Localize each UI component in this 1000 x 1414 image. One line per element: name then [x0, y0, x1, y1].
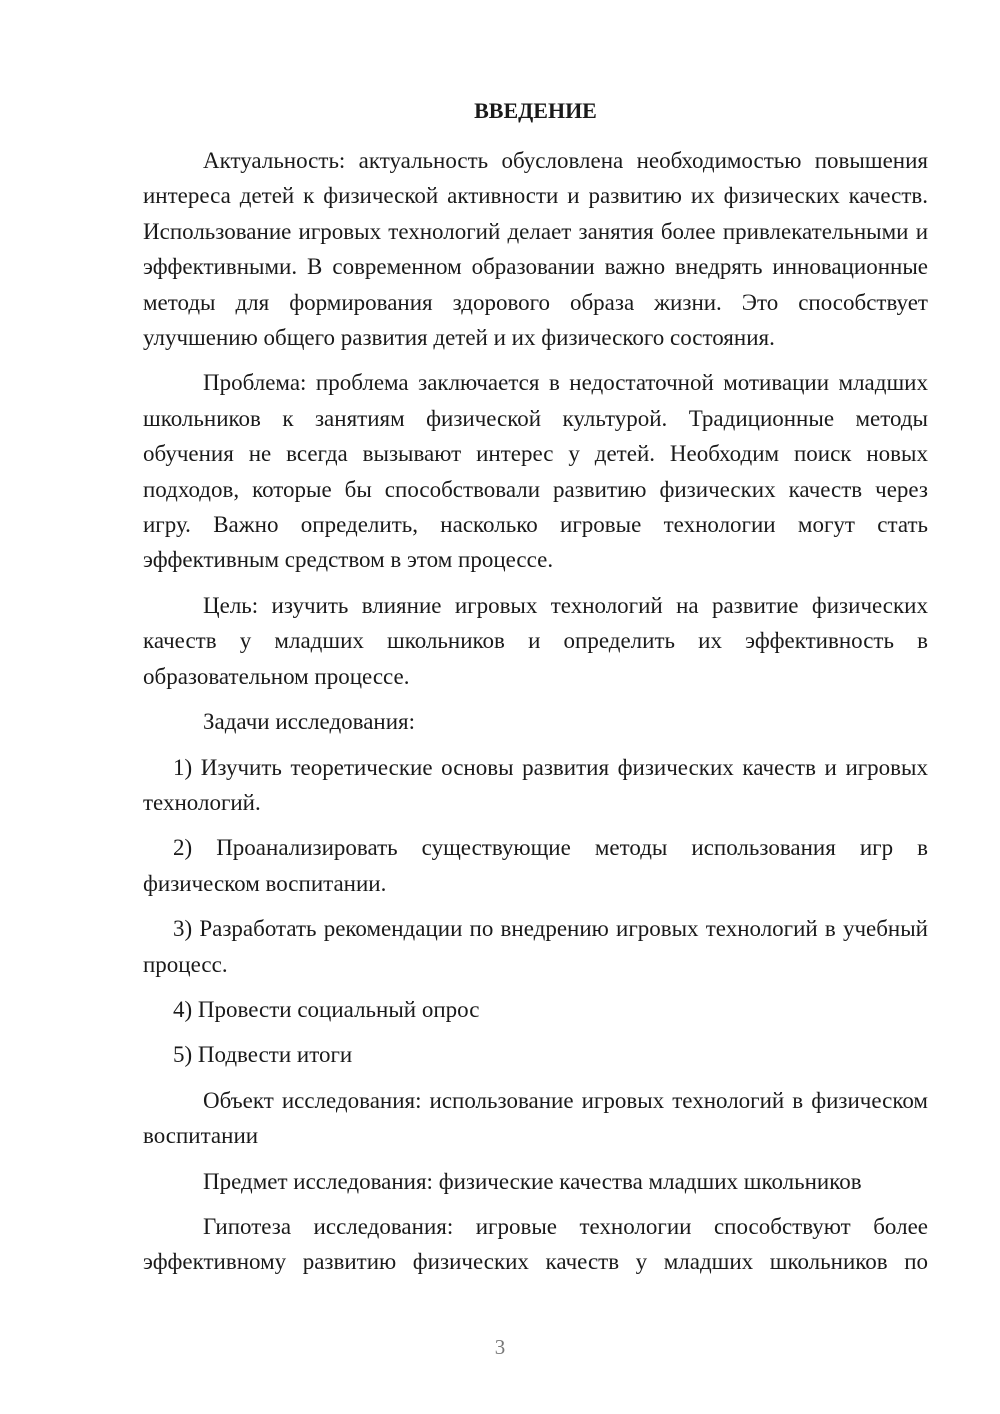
task-item: 1) Изучить теоретические основы развития физических качеств и игровых технологий.	[143, 754, 928, 815]
goal-paragraph: Цель: изучить влияние игровых технологий на развитие физических качеств у младших школьников и определить их эффективность в образовательном процессе.	[143, 592, 928, 689]
document-body	[143, 143, 928, 1290]
hypothesis-paragraph: Гипотеза исследования: игровые технологии способствуют более эффективному развитию физических качеств у младших школьников по	[143, 1213, 928, 1275]
task-item: 5) Подвести итоги	[173, 1042, 353, 1068]
task-item: 2) Проанализировать существующие методы использования игр в физическом воспитании.	[143, 835, 928, 896]
tasks-heading: Задачи исследования:	[203, 709, 416, 735]
task-item: 3) Разработать рекомендации по внедрению игровых технологий в учебный процесс.	[143, 916, 928, 977]
subject-paragraph: Предмет исследования: физические качества младших школьников	[203, 1168, 862, 1194]
page-number: 3	[494, 1335, 506, 1359]
problem-paragraph: Проблема: проблема заключается в недостаточной мотивации младших школьников к занятиям физической культурой. Традиционные методы обучения не всегда вызывают интерес у детей. Необходим поиск новых подходов, которые бы способствовали развитию физических качеств через игру. Важно определить, насколько игровые технологии могут стать эффективным средством в этом процессе.	[143, 370, 928, 573]
section-heading: ВВЕДЕНИЕ	[474, 98, 597, 123]
object-paragraph: Объект исследования: использование игровых технологий в физическом воспитании	[143, 1087, 928, 1149]
relevance-paragraph: Актуальность: актуальность обусловлена необходимостью повышения интереса детей к физической активности и развитию их физических качеств. Использование игровых технологий делает занятия более привлекательными и эффективными. В современном образовании важно внедрять инновационные методы для формирования здорового образа жизни. Это способствует улучшению общего развития детей и их физического состояния.	[143, 148, 928, 351]
task-item: 4) Провести социальный опрос	[173, 996, 480, 1022]
